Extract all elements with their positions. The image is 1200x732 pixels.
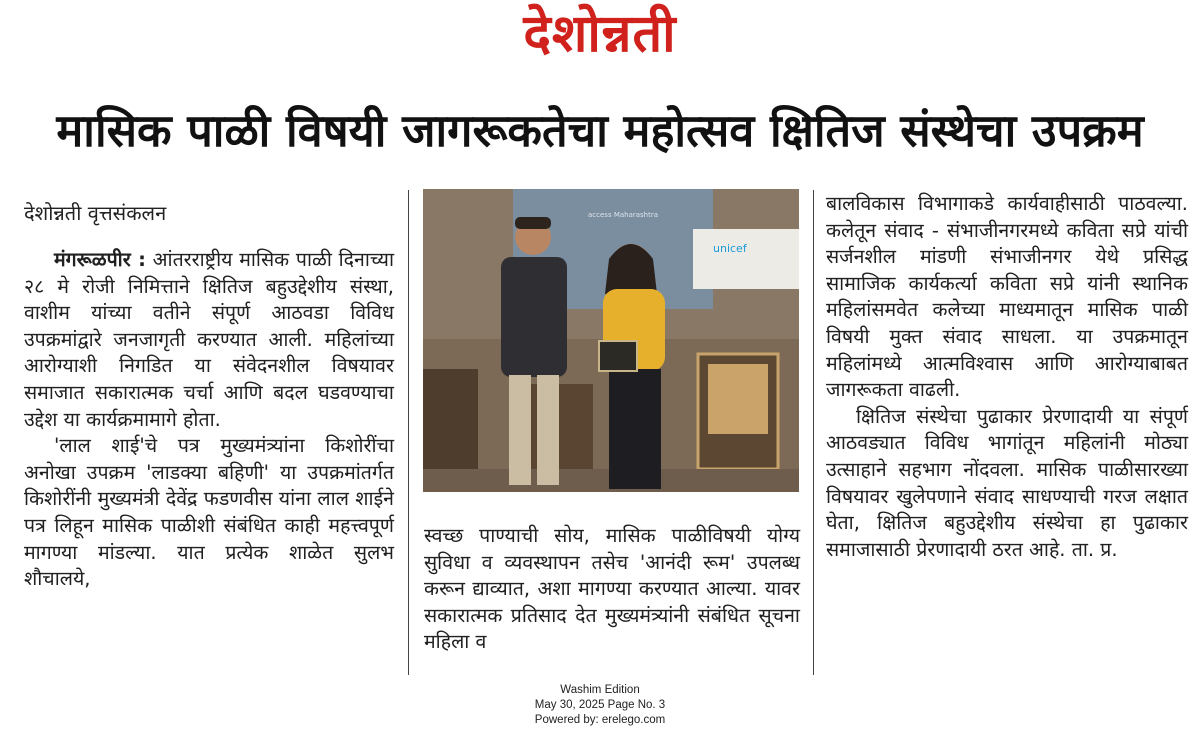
article-column-1 <box>24 247 394 593</box>
article-headline: मासिक पाळी विषयी जागरूकतेचा महोत्सव क्षितिज संस्थेचा उपक्रम <box>56 104 1144 157</box>
column-3-paragraph-1: बालविकास विभागाकडे कार्यवाहीसाठी पाठवल्या. कलेतून संवाद - संभाजीनगरमध्ये कविता सप्रे यांची सर्जनशील मांडणी संभाजीनगर येथे प्रसिद्ध सामाजिक कार्यकर्त्या कविता सप्रे यांनी स्थानिक महिलांसमवेत कलेच्या माध्यमातून मासिक पाळी विषयी मुक्त संवाद साधला. या उपक्रमातून महिलांमध्ये आत्मविश्वास आणि आरोग्याबाबत जागरूकता वाढली. <box>826 192 1188 402</box>
column-2-paragraph: स्वच्छ पाण्याची सोय, मासिक पाळीविषयी योग्य सुविधा व व्यवस्थापन तसेच 'आनंदी रूम' उपलब्ध करून द्याव्यात, अशा मागण्या करण्यात आल्या. यावर सकारात्मक प्रतिसाद देत मुख्यमंत्र्यांनी संबंधित सूचना महिला व <box>424 524 800 654</box>
edition-name: Washim Edition <box>560 684 640 696</box>
column-divider-right <box>813 190 814 675</box>
byline: देशोन्नती वृत्तसंकलन <box>24 201 167 225</box>
edition-footer <box>0 683 1200 728</box>
award-ceremony-photo <box>423 189 799 492</box>
column-1-paragraph-2: 'लाल शाई'चे पत्र मुख्यमंत्र्यांना किशोरींचा अनोखा उपक्रम 'लाडक्या बहिणी' या उपक्रमांतर्गत किशोरींनी मुख्यमंत्री देवेंद्र फडणवीस यांना लाल शाईने पत्र लिहून मासिक पाळीशी संबंधित काही महत्त्वपूर्ण मागण्या मांडल्या. यात प्रत्येक शाळेत सुलभ शौचालये, <box>24 434 394 591</box>
masthead-logo: देशोन्नती <box>523 4 677 64</box>
article-column-3 <box>826 191 1188 563</box>
article-photo <box>423 189 799 492</box>
unicef-logo: unicef <box>713 242 747 255</box>
column-1-paragraph-1 <box>24 247 394 433</box>
powered-by-link[interactable]: Powered by: erelego.com <box>534 714 666 726</box>
paragraph-text: आंतरराष्ट्रीय मासिक पाळी दिनाच्या २८ मे रोजी निमित्ताने क्षितिज बहुउद्देशीय संस्था, वाशीम यांच्या वतीने संपूर्ण आठवडा विविध उपक्रमांद्वारे जनजागृती करण्यात आली. महिलांच्या आरोग्याशी निगडित या संवेदनशील विषयावर समाजात सकारात्मक चर्चा आणि बदल घडवण्याचा उद्देश या कार्यक्रमामागे होता. <box>24 248 394 431</box>
column-divider-left <box>408 190 409 675</box>
column-3-paragraph-2: क्षितिज संस्थेचा पुढाकार प्रेरणादायी या संपूर्ण आठवड्यात विविध भागांतून महिलांनी मोठ्या उत्साहाने सहभाग नोंदवला. मासिक पाळीसारख्या विषयावर खुलेपणाने संवाद साधण्याची गरज लक्षात घेता, क्षितिज बहुउद्देशीय संस्थेचा हा पुढाकार समाजासाठी प्रेरणादायी ठरत आहे. ता. प्र. <box>826 404 1188 561</box>
article-column-2 <box>424 523 800 656</box>
edition-date-page: May 30, 2025 Page No. 3 <box>534 699 666 711</box>
dateline: मंगरूळपीर : <box>54 248 146 271</box>
backdrop-text: access Maharashtra <box>588 211 659 219</box>
